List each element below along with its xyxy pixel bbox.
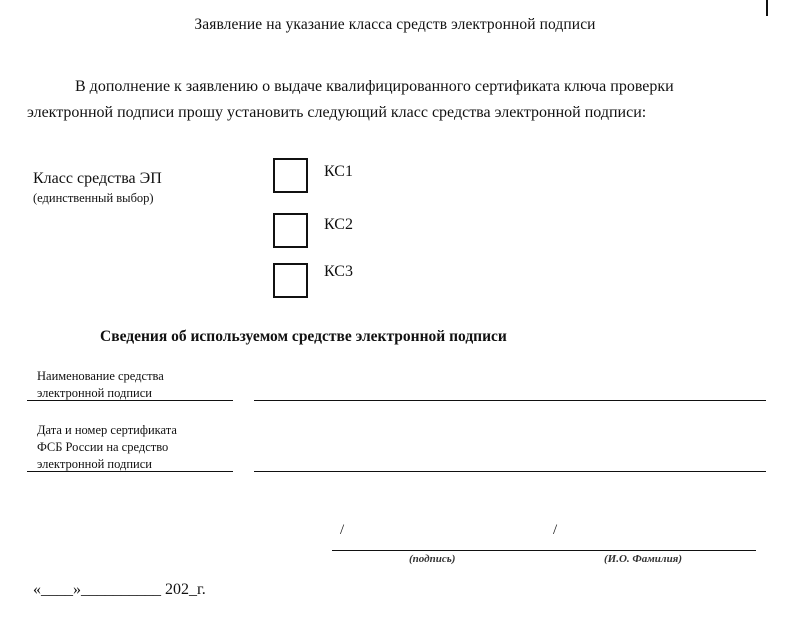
request-paragraph-line-1: В дополнение к заявлению о выдаче квалифицированного сертификата ключа проверки	[75, 78, 674, 95]
checkbox-ks3[interactable]	[273, 263, 308, 298]
option-label-ks3: КС3	[324, 263, 353, 280]
signature-slash: /	[340, 522, 345, 538]
field-label-tool-name	[37, 368, 164, 402]
field-label-line: Наименование средства	[37, 369, 164, 383]
tool-name-input-line[interactable]	[254, 400, 766, 401]
section-heading: Сведения об используемом средстве электронной подписи	[100, 328, 507, 345]
option-label-ks2: КС2	[324, 216, 353, 233]
field-label-underline	[27, 400, 233, 401]
field-label-line: электронной подписи	[37, 386, 152, 400]
page-edge-bar	[766, 0, 768, 16]
fsb-certificate-input-line[interactable]	[254, 471, 766, 472]
field-label-line: Дата и номер сертификата	[37, 423, 177, 437]
field-label-underline	[27, 471, 233, 472]
checkbox-ks2[interactable]	[273, 213, 308, 248]
option-label-ks1: КС1	[324, 163, 353, 180]
class-label: Класс средства ЭП	[33, 170, 162, 187]
name-caption: (И.О. Фамилия)	[604, 553, 683, 565]
date-line: «____»__________ 202_г.	[33, 581, 206, 598]
field-label-line: ФСБ России на средство	[37, 440, 169, 454]
class-hint: (единственный выбор)	[33, 191, 154, 205]
document-title: Заявление на указание класса средств электронной подписи	[194, 16, 596, 33]
field-label-fsb-certificate	[37, 422, 177, 473]
name-slash: /	[553, 522, 558, 538]
field-label-line: электронной подписи	[37, 457, 152, 471]
signature-caption: (подпись)	[409, 553, 456, 565]
request-paragraph-line-2: электронной подписи прошу установить следующий класс средства электронной подписи:	[27, 104, 647, 121]
signature-line[interactable]	[332, 550, 756, 551]
checkbox-ks1[interactable]	[273, 158, 308, 193]
